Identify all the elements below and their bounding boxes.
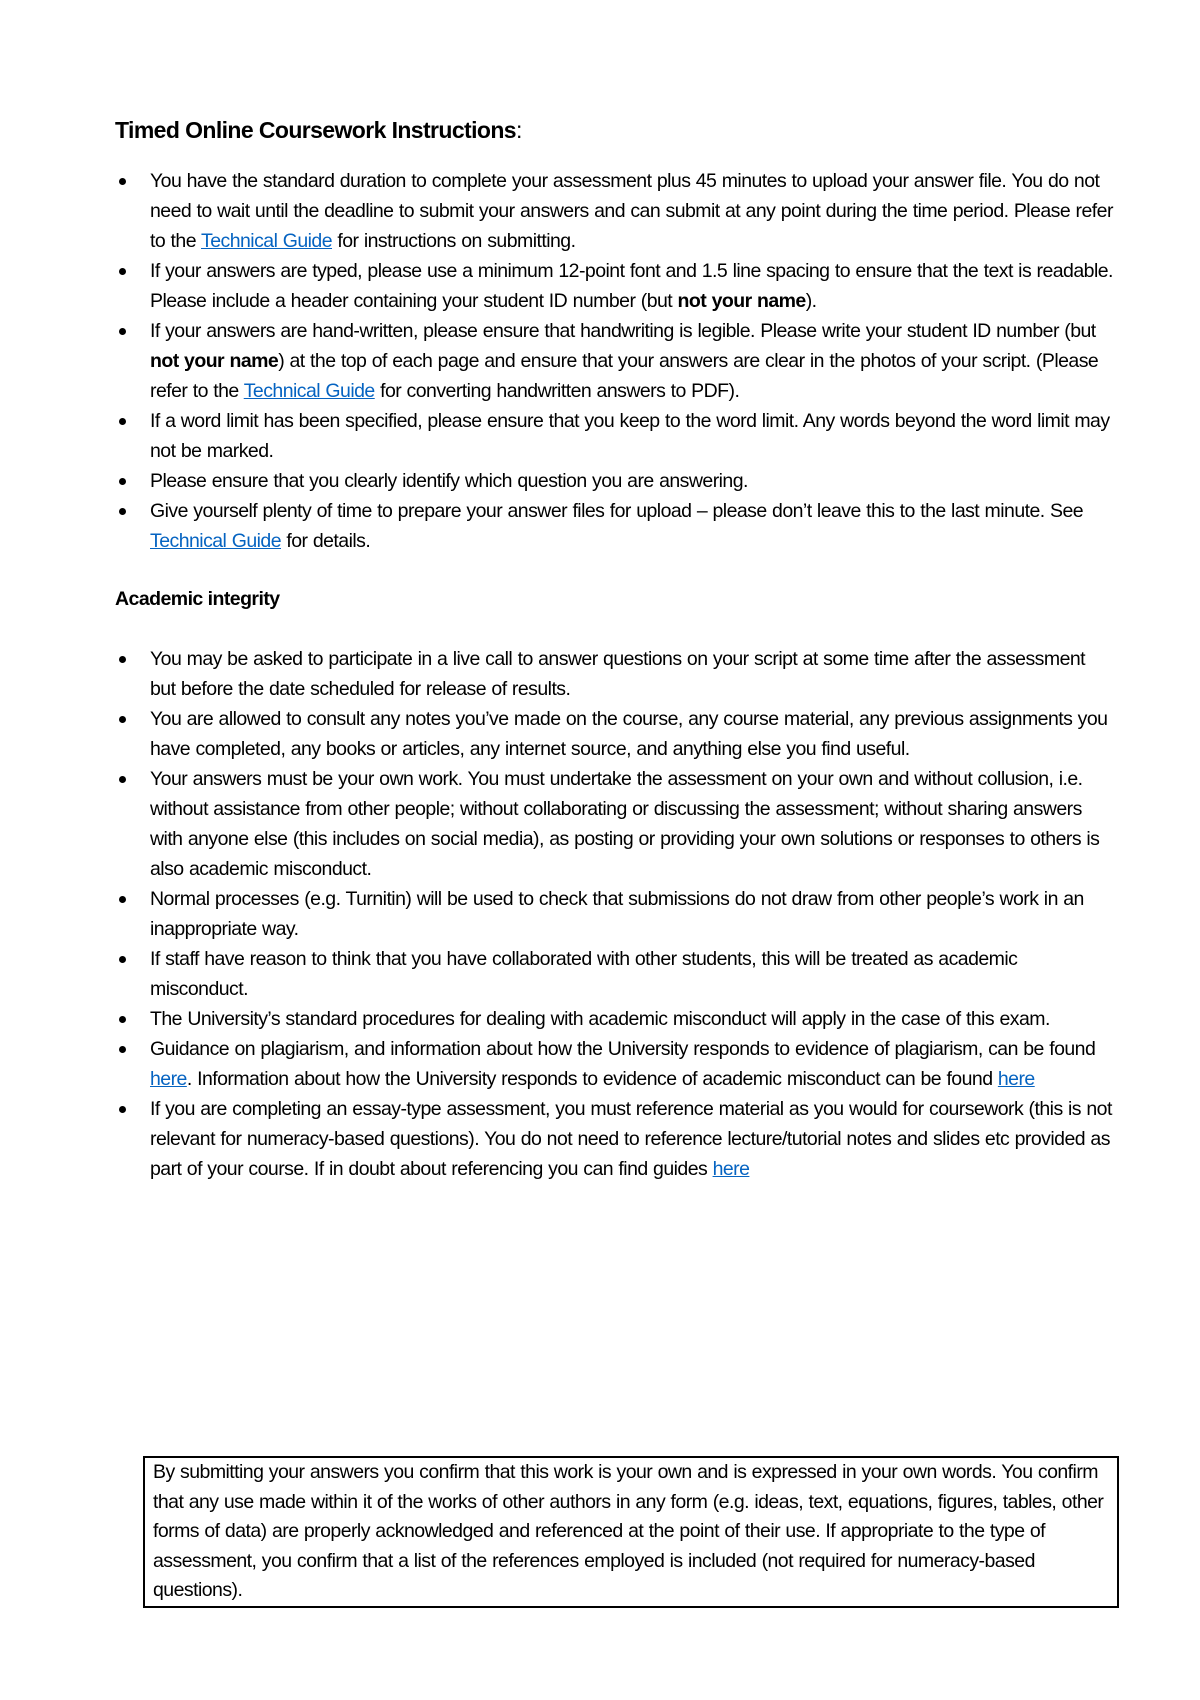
technical-guide-link[interactable]: Technical Guide — [150, 530, 281, 552]
body-text: for instructions on submitting. — [332, 230, 576, 252]
body-text: Your answers must be your own work. You must undertake the assessment on your own and without collusion, i.e. without assistance from other people; without collaborating or discussing the assessment; without sharing answers with anyone else (this includes on social media), as posting or providing your own solutions or responses to others is also academic misconduct. — [150, 768, 1100, 880]
body-text: You have the standard duration to complete your assessment plus 45 minutes to upload your answer file. You do not need to wait until the deadline to submit your answers and can submit at any point during the time period. Please refer to the — [150, 170, 1113, 252]
list-item — [115, 704, 1115, 764]
list-item — [115, 1094, 1115, 1184]
body-text: If your answers are typed, please use a minimum 12-point font and 1.5 line spacing to ensure that the text is readable. Please include a header containing your student ID number (but — [150, 260, 1113, 312]
body-text: If staff have reason to think that you have collaborated with other students, this will be treated as academic misconduct. — [150, 948, 1018, 1000]
instructions-list — [115, 166, 1115, 556]
body-text: Please ensure that you clearly identify which question you are answering. — [150, 470, 748, 492]
body-text: Give yourself plenty of time to prepare your answer files for upload – please don’t leave this to the last minute. See — [150, 500, 1084, 522]
body-text: . Information about how the University responds to evidence of academic misconduct can be found — [186, 1068, 998, 1090]
academic-integrity-heading: Academic integrity — [115, 588, 280, 610]
body-text: ) at the top of each page and ensure that your answers are clear in the photos of your script. (Please refer to the — [150, 350, 1099, 402]
bullet-icon — [119, 418, 126, 425]
bullet-icon — [119, 478, 126, 485]
bullet-icon — [119, 656, 126, 663]
body-text: for converting handwritten answers to PDF). — [374, 380, 740, 402]
academic-integrity-list — [115, 644, 1115, 1184]
bullet-icon — [119, 716, 126, 723]
body-text: If a word limit has been specified, please ensure that you keep to the word limit. Any words beyond the word limit may not be marked. — [150, 410, 1110, 462]
here-link[interactable]: here — [712, 1158, 750, 1180]
body-text: ). — [805, 290, 817, 312]
bullet-icon — [119, 508, 126, 515]
body-text: If you are completing an essay-type assessment, you must reference material as you would for coursework (this is not relevant for numeracy-based questions). You do not need to reference lecture/tutorial notes and slides etc provided as part of your course. If in doubt about referencing you can find guides — [150, 1098, 1112, 1180]
here-link[interactable]: here — [997, 1068, 1035, 1090]
list-item — [115, 944, 1115, 1004]
list-item — [115, 256, 1115, 316]
body-text: The University’s standard procedures for dealing with academic misconduct will apply in the case of this exam. — [150, 1008, 1050, 1030]
list-item — [115, 764, 1115, 884]
page-title — [115, 112, 1115, 148]
body-text: You may be asked to participate in a live call to answer questions on your script at some time after the assessment but before the date scheduled for release of results. — [150, 648, 1086, 700]
bullet-icon — [119, 896, 126, 903]
bullet-icon — [119, 776, 126, 783]
list-item — [115, 1004, 1115, 1034]
bullet-icon — [119, 178, 126, 185]
list-item — [115, 466, 1115, 496]
bullet-icon — [119, 268, 126, 275]
body-text: You are allowed to consult any notes you’ve made on the course, any course material, any previous assignments you have completed, any books or articles, any internet source, and anything else you find useful. — [150, 708, 1108, 760]
bullet-icon — [119, 956, 126, 963]
emphasis-text: not your name — [677, 290, 806, 312]
bullet-icon — [119, 1046, 126, 1053]
list-item — [115, 1034, 1115, 1094]
bullet-icon — [119, 328, 126, 335]
list-item — [115, 496, 1115, 556]
technical-guide-link[interactable]: Technical Guide — [201, 230, 333, 252]
here-link[interactable]: here — [150, 1068, 187, 1090]
body-text: If your answers are hand-written, please ensure that handwriting is legible. Please write your student ID number (but — [150, 320, 1096, 342]
list-item — [115, 166, 1115, 256]
page-title-colon: : — [516, 117, 522, 143]
bullet-icon — [119, 1106, 126, 1113]
declaration-box: By submitting your answers you confirm that this work is your own and is expressed in your own words. You confirm that any use made within it of the works of other authors in any form (e.g. ideas, text, equations, figures, tables, other forms of data) are properly acknowledged and referenced at the point of their use. If appropriate to the type of assessment, you confirm that a list of the references employed is included (not required for numeracy-based questions). — [143, 1456, 1119, 1608]
list-item — [115, 406, 1115, 466]
emphasis-text: not your name — [150, 350, 279, 372]
list-item — [115, 884, 1115, 944]
technical-guide-link[interactable]: Technical Guide — [243, 380, 375, 402]
document-page — [115, 112, 1115, 1184]
body-text: for details. — [281, 530, 371, 552]
body-text: Guidance on plagiarism, and information about how the University responds to evidence of plagiarism, can be found — [150, 1038, 1096, 1060]
bullet-icon — [119, 1016, 126, 1023]
list-item — [115, 316, 1115, 406]
page-title-text: Timed Online Coursework Instructions — [115, 117, 516, 143]
list-item — [115, 644, 1115, 704]
body-text: Normal processes (e.g. Turnitin) will be used to check that submissions do not draw from other people’s work in an inappropriate way. — [150, 888, 1084, 940]
